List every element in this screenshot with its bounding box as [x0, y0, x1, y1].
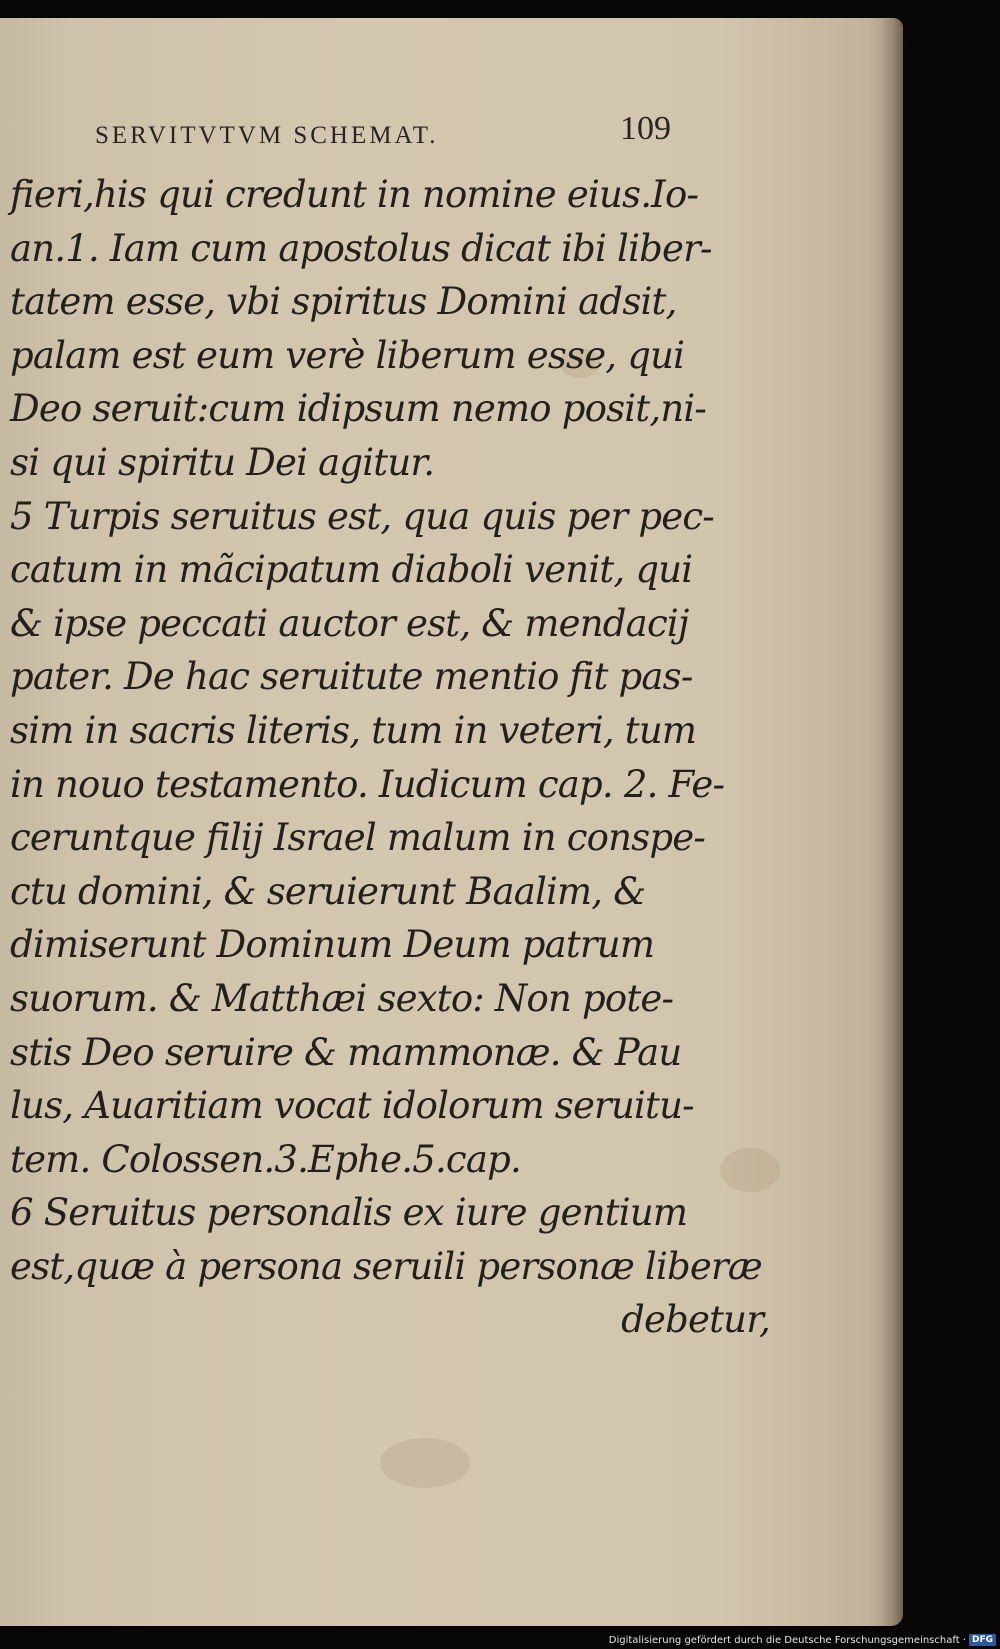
text-line: 6 Seruitus personalis ex iure gentium [10, 1191, 688, 1235]
body-text [10, 168, 780, 1347]
catchword: debetur, [621, 1298, 770, 1342]
text-line: 5 Turpis seruitus est, qua quis per pec- [10, 494, 714, 538]
credit-text: Digitalisierung gefördert durch die Deutsche Forschungsgemeinschaft · [608, 1634, 966, 1646]
text-line: pater. De hac seruitute mentio fit pas- [10, 655, 693, 699]
text-line: est,quæ à persona seruili personæ liberæ [10, 1244, 762, 1288]
text-line: Deo seruit:cum idipsum nemo posit,ni- [10, 387, 707, 431]
text-line: ctu domini, & seruierunt Baalim, & [10, 869, 646, 913]
book-page [0, 18, 903, 1626]
digitization-credit [609, 1634, 996, 1646]
text-line: stis Deo seruire & mammonæ. & Pau [10, 1030, 682, 1074]
running-head: SERVITVTVM SCHEMAT. [95, 122, 439, 149]
text-line: catum in mãcipatum diaboli venit, qui [10, 548, 693, 592]
text-line: & ipse peccati auctor est, & mendacij [10, 601, 689, 645]
text-line: dimiserunt Dominum Deum patrum [10, 923, 655, 967]
page-edge-shadow [881, 18, 903, 1626]
text-line: fieri,his qui credunt in nomine eius.Io- [10, 173, 699, 216]
text-line: in nouo testamento. Iudicum cap. 2. Fe- [10, 762, 725, 806]
text-line: an.1. Iam cum apostolus dicat ibi liber- [10, 226, 712, 270]
page-header [95, 110, 695, 154]
text-line: si qui spiritu Dei agitur. [10, 440, 435, 484]
page-number: 109 [620, 110, 671, 147]
text-line: sim in sacris literis, tum in veteri, tum [10, 708, 697, 752]
text-line: suorum. & Matthæi sexto: Non pote- [10, 976, 674, 1020]
text-line: tem. Colossen.3.Ephe.5.cap. [10, 1137, 521, 1181]
text-line: ceruntque filij Israel malum in conspe- [10, 816, 706, 860]
text-line: palam est eum verè liberum esse, qui [10, 333, 685, 377]
text-line: lus, Auaritiam vocat idolorum seruitu- [10, 1084, 694, 1128]
paper-stain [380, 1438, 470, 1488]
text-line: tatem esse, vbi spiritus Domini adsit, [10, 280, 677, 324]
dfg-logo: DFG [969, 1634, 996, 1646]
